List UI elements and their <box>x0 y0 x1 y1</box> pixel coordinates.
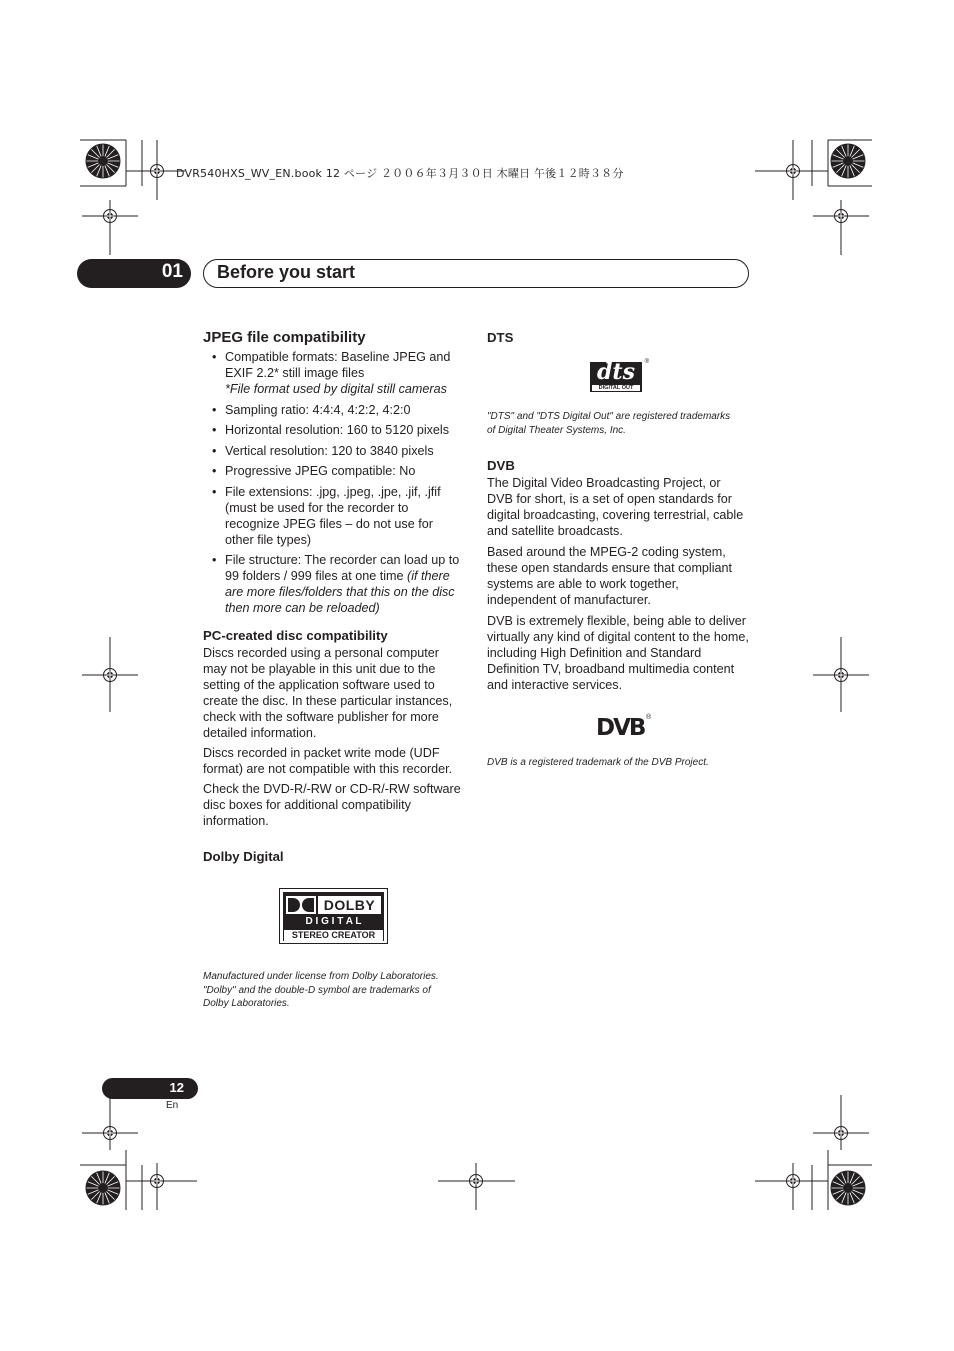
chapter-title-bar <box>203 259 749 288</box>
pc-heading: PC-created disc compatibility <box>203 628 388 643</box>
dvb-logo-word: DVB <box>596 715 645 741</box>
dvb-logo <box>596 716 656 740</box>
pc-paragraph: Discs recorded in packet write mode (UDF format) are not compatible with this recorder. <box>203 746 453 776</box>
jpeg-heading: JPEG file compatibility <box>203 329 366 346</box>
list-item: • File extensions: .jpg, .jpeg, .jpe, .jif, .jfif (must be used for the recorder to recognize JPEG files – do not use for other file types) <box>203 484 465 548</box>
dvb-paragraph: DVB is extremely flexible, being able to deliver virtually any kind of digital content to the home, including High Definition and Standard Definition TV, broadband multimedia content and interactive services. <box>487 614 749 692</box>
print-book-line: DVR540HXS_WV_EN.book 12 ページ ２００６年３月３０日 木曜日 午後１２時３８分 <box>176 167 624 180</box>
dts-trademark-notice: "DTS" and "DTS Digital Out" are registered trademarks of Digital Theater Systems, Inc. <box>487 411 731 436</box>
dvb-heading: DVB <box>487 458 515 473</box>
dts-digital-out-logo <box>590 359 649 392</box>
chapter-number-badge <box>77 259 191 288</box>
jpeg-footnote: *File format used by digital still cameras <box>225 382 447 396</box>
dvb-paragraph: The Digital Video Broadcasting Project, or DVB for short, is a set of open standards for digital broadcasting, covering terrestrial, cable and satellite broadcasts. <box>487 476 744 538</box>
right-column <box>487 328 749 770</box>
page-number: 12 <box>169 1080 184 1095</box>
pc-paragraph: Check the DVD-R/-RW or CD-R/-RW software disc boxes for additional compatibility information. <box>203 782 461 828</box>
double-d-icon <box>286 896 316 914</box>
dolby-digital-logo <box>279 888 388 944</box>
dolby-heading: Dolby Digital <box>203 849 284 864</box>
chapter-title: Before you start <box>217 262 356 282</box>
dts-logo-word: dts <box>597 359 635 385</box>
pc-paragraph: Discs recorded using a personal computer may not be playable in this unit due to the setting of the application software used to create the disc. In these particular instances, check with the software publisher for more detailed information. <box>203 646 453 740</box>
registered-mark: ® <box>644 359 649 365</box>
registered-mark: ® <box>646 714 652 721</box>
page-number-badge <box>102 1078 198 1099</box>
starburst-target-icon <box>831 1171 865 1205</box>
dvb-trademark-notice: DVB is a registered trademark of the DVB Project. <box>487 757 709 768</box>
jpeg-spec-list <box>203 349 465 616</box>
list-item: • Sampling ratio: 4:4:4, 4:2:2, 4:2:0 <box>203 402 465 418</box>
dolby-logo-creator: STEREO CREATOR <box>284 930 383 941</box>
page-language: En <box>166 1100 179 1111</box>
list-item: • Horizontal resolution: 160 to 5120 pixels <box>203 422 465 438</box>
dts-heading: DTS <box>487 330 514 345</box>
starburst-target-icon <box>831 144 865 178</box>
starburst-target-icon <box>86 144 120 178</box>
list-item: • File structure: The recorder can load up to 99 folders / 999 files at one time (if there are more files/folders that this on the disc then more can be reloaded) <box>203 552 465 616</box>
chapter-number: 01 <box>161 261 183 282</box>
dolby-logo-digital: D I G I T A L <box>305 916 362 927</box>
dolby-trademark-notice: Manufactured under license from Dolby Laboratories. "Dolby" and the double-D symbol are trademarks of Dolby Laboratories. <box>203 971 439 1009</box>
starburst-target-icon <box>86 1171 120 1205</box>
dolby-logo-word: DOLBY <box>318 896 381 914</box>
list-item: • Vertical resolution: 120 to 3840 pixels <box>203 443 465 459</box>
left-column <box>203 328 465 1011</box>
dts-logo-sub: DIGITAL OUT <box>592 385 640 391</box>
dvb-paragraph: Based around the MPEG-2 coding system, these open standards ensure that compliant systems are able to work together, independent of manufacturer. <box>487 545 733 607</box>
list-item: • Compatible formats: Baseline JPEG and EXIF 2.2* still image files *File format used by digital still cameras <box>203 349 465 397</box>
list-item: • Progressive JPEG compatible: No <box>203 463 465 479</box>
